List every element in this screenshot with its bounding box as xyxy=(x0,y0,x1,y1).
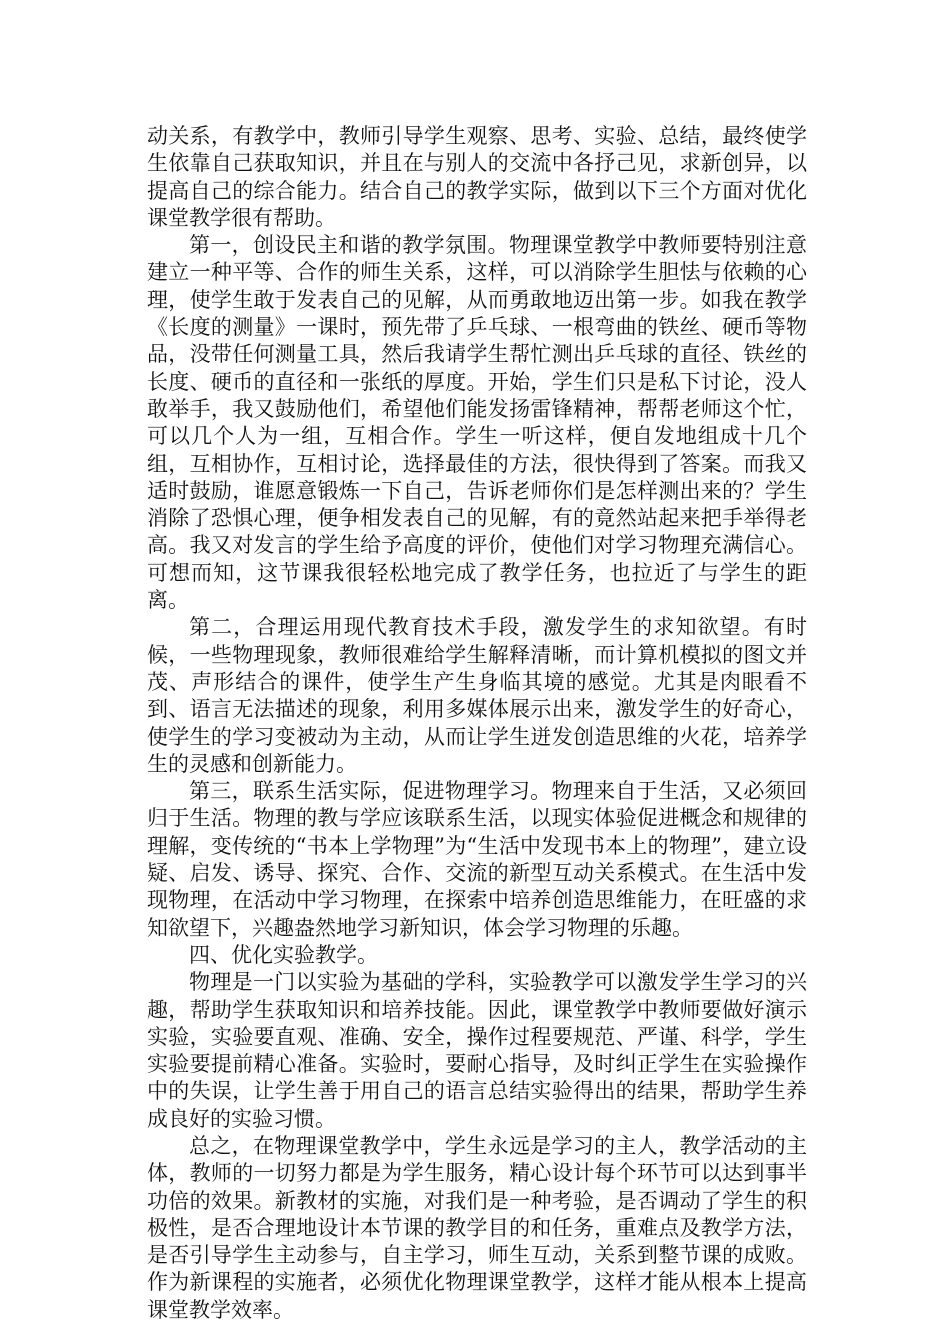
paragraph-experiment-teaching: 物理是一门以实验为基础的学科，实验教学可以激发学生学习的兴趣，帮助学生获取知识和培养技能。因此，课堂教学中教师要做好演示实验，实验要直观、准确、安全，操作过程要规范、严谨、科学，学生实验要提前精心准备。实验时，要耐心指导，及时纠正学生在实验操作中的失误，让学生善于用自己的语言总结实验得出的结果，帮助学生养成良好的实验习惯。 xyxy=(147,970,807,1131)
section-heading-four: 四、优化实验教学。 xyxy=(189,942,378,967)
paragraph-first-point: 第一，创设民主和谐的教学氛围。物理课堂教学中教师要特别注意建立一种平等、合作的师生关系，这样，可以消除学生胆怯与依赖的心理，使学生敢于发表自己的见解，从而勇敢地迈出第一步。如我在教学《长度的测量》一课时，预先带了乒乓球、一根弯曲的铁丝、硬币等物品，没带任何测量工具，然后我请学生帮忙测出乒乓球的直径、铁丝的长度、硬币的直径和一张纸的厚度。开始，学生们只是私下讨论，没人敢举手，我又鼓励他们，希望他们能发扬雷锋精神，帮帮老师这个忙，可以几个人为一组，互相合作。学生一听这样，便自发地组成十几个组，互相协作，互相讨论，选择最佳的方法，很快得到了答案。而我又适时鼓励，谁愿意锻炼一下自己，告诉老师你们是怎样测出来的？学生消除了恐惧心理，便争相发表自己的见解，有的竟然站起来把手举得老高。我又对发言的学生给予高度的评价，使他们对学习物理充满信心。可想而知，这节课我很轻松地完成了教学任务，也拉近了与学生的距离。 xyxy=(147,233,807,613)
document-body xyxy=(147,123,807,1324)
paragraph-conclusion: 总之，在物理课堂教学中，学生永远是学习的主人，教学活动的主体，教师的一切努力都是为学生服务，精心设计每个环节可以达到事半功倍的效果。新教材的实施，对我们是一种考验，是否调动了学生的积极性，是否合理地设计本节课的教学目的和任务，重难点及教学方法，是否引导学生主动参与，自主学习，师生互动，关系到整节课的成败。作为新课程的实施者，必须优化物理课堂教学，这样才能从根本上提高课堂教学效率。 xyxy=(147,1133,807,1322)
paragraph-second-point: 第二，合理运用现代教育技术手段，激发学生的求知欲望。有时候，一些物理现象，教师很难给学生解释清晰，而计算机模拟的图文并茂、声形结合的课件，使学生产生身临其境的感觉。尤其是肉眼看不到、语言无法描述的现象，利用多媒体展示出来，激发学生的好奇心，使学生的学习变被动为主动，从而让学生迸发创造思维的火花，培养学生的灵感和创新能力。 xyxy=(147,615,807,776)
paragraph-continuation: 动关系，有教学中，教师引导学生观察、思考、实验、总结，最终使学生依靠自己获取知识，并且在与别人的交流中各抒己见，求新创异，以提高自己的综合能力。结合自己的教学实际，做到以下三个方面对优化课堂教学很有帮助。 xyxy=(147,124,807,230)
paragraph-third-point: 第三，联系生活实际，促进物理学习。物理来自于生活，又必须回归于生活。物理的教与学应该联系生活，以现实体验促进概念和规律的理解，变传统的“书本上学物理”为“生活中发现书本上的物理”，建立设疑、启发、诱导、探究、合作、交流的新型互动关系模式。在生活中发现物理，在活动中学习物理，在探索中培养创造思维能力，在旺盛的求知欲望下，兴趣盎然地学习新知识，体会学习物理的乐趣。 xyxy=(147,779,807,940)
